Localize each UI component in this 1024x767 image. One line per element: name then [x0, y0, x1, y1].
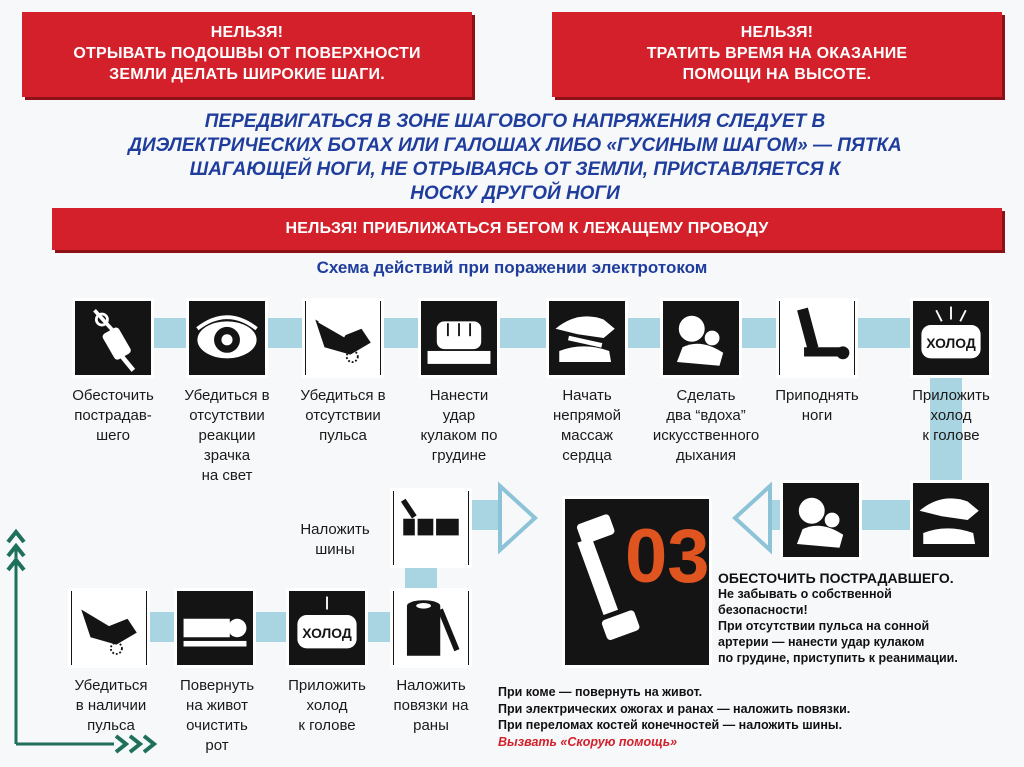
caption-line: зрачка [203, 447, 251, 464]
caption-line: массаж [560, 427, 614, 444]
plug-icon [72, 298, 154, 378]
instruction-line: НОСКУ ДРУГОЙ НОГИ [410, 183, 620, 204]
caption-line: повязки на [393, 697, 469, 714]
caption-line: пульса [319, 427, 367, 444]
caption-line: Нанести [429, 387, 489, 404]
banner-line: ОТРЫВАТЬ ПОДОШВЫ ОТ ПОВЕРХНОСТИ [73, 45, 421, 62]
note-line: При переломах костей конечностей — наложить шины. [498, 718, 843, 732]
call-ambulance: Вызвать «Скорую помощь» [498, 734, 678, 749]
step-caption [532, 386, 642, 466]
caption-line: рот [205, 737, 229, 754]
warning-banner-right [552, 12, 1002, 97]
heart-massage-icon [910, 480, 992, 560]
phone-icon [562, 496, 712, 668]
arrow-left-icon [730, 478, 775, 558]
flow-axis-icon [4, 528, 164, 758]
cold-label: ХОЛОД [302, 625, 352, 642]
cold-label: ХОЛОД [926, 335, 976, 352]
caption-line: сердца [562, 447, 612, 464]
breath-icon [780, 480, 862, 560]
step-caption [162, 676, 272, 756]
notes [498, 684, 948, 750]
cold-icon [286, 588, 368, 668]
caption-line: пострадав- [74, 407, 152, 424]
caption-line: отсутствии [189, 407, 265, 424]
caption-line: Убедиться в [300, 387, 386, 404]
note-line: При коме — повернуть на живот. [498, 685, 703, 699]
warning-line: безопасности! [718, 603, 808, 617]
caption-line: Приложить [288, 677, 366, 694]
caption-line: дыхания [676, 447, 736, 464]
caption-line: искусственного [652, 427, 760, 444]
caption-line: холод [930, 407, 972, 424]
caption-line: Обесточить [72, 387, 154, 404]
step-caption [58, 386, 168, 446]
caption-line: Начать [562, 387, 612, 404]
caption-line: на живот [186, 697, 248, 714]
step-caption [288, 386, 398, 446]
caption-line: Сделать [676, 387, 736, 404]
pulse-hand-icon [302, 298, 384, 378]
instruction-line: ДИЭЛЕКТРИЧЕСКИХ БОТАХ ИЛИ ГАЛОШАХ ЛИБО «ГУСИНЫМ ШАГОМ» — ПЯТКА [128, 135, 902, 156]
eye-icon [186, 298, 268, 378]
warning-line: При отсутствии пульса на сонной [718, 619, 930, 633]
instruction-text [80, 110, 950, 206]
banner-line: ЗЕМЛИ ДЕЛАТЬ ШИРОКИЕ ШАГИ. [109, 66, 385, 83]
phone-number: 03 [625, 514, 710, 599]
banner-line: НЕЛЬЗЯ! [740, 24, 814, 41]
banner-line: ПОМОЩИ НА ВЫСОТЕ. [682, 66, 872, 83]
caption-line: реакции [198, 427, 256, 444]
step-caption [896, 386, 1006, 446]
splint-icon [390, 488, 472, 568]
step-caption [376, 676, 486, 736]
step-caption [172, 386, 282, 486]
warning-banner-wire: НЕЛЬЗЯ! ПРИБЛИЖАТЬСЯ БЕГОМ К ЛЕЖАЩЕМУ ПРОВОДУ [52, 208, 1002, 250]
cold-icon [910, 298, 992, 378]
caption-line: шего [96, 427, 130, 444]
warning-banner-left [22, 12, 472, 97]
fist-icon [418, 298, 500, 378]
caption-line: холод [306, 697, 348, 714]
caption-line: Повернуть [179, 677, 255, 694]
warning-line: Не забывать о собственной [718, 587, 892, 601]
caption-line: к голове [298, 717, 356, 734]
caption-line: к голове [922, 427, 980, 444]
step-caption [404, 386, 514, 466]
caption-line: грудине [431, 447, 487, 464]
caption-line: непрямой [552, 407, 622, 424]
bandage-roll-icon [390, 588, 472, 668]
turn-body-icon [174, 588, 256, 668]
heart-massage-icon [546, 298, 628, 378]
step-caption [280, 520, 390, 560]
instruction-line: ПЕРЕДВИГАТЬСЯ В ЗОНЕ ШАГОВОГО НАПРЯЖЕНИЯ СЛЕДУЕТ В [204, 111, 826, 132]
warning-line: по грудине, приступить к реанимации. [718, 651, 958, 665]
instruction-line: ШАГАЮЩЕЙ НОГИ, НЕ ОТРЫВАЯСЬ ОТ ЗЕМЛИ, ПРИСТАВЛЯЕТСЯ К [189, 159, 841, 180]
note-line: При электрических ожогах и ранах — наложить повязки. [498, 701, 851, 716]
banner-line: НЕЛЬЗЯ! [210, 24, 284, 41]
caption-line: отсутствии [305, 407, 381, 424]
caption-line: Наложить [396, 677, 466, 694]
caption-line: два “вдоха” [666, 407, 746, 424]
caption-line: кулаком по [420, 427, 498, 444]
arrow-right-icon [495, 478, 540, 558]
step-caption [642, 386, 770, 466]
step-caption [272, 676, 382, 736]
caption-line: Убедиться в [184, 387, 270, 404]
caption-line: Убедиться [74, 677, 148, 694]
step-caption [762, 386, 872, 426]
caption-line: пульса [87, 717, 135, 734]
schema-title: Схема действий при поражении электротоком [316, 258, 708, 277]
warning-line: артерии — нанести удар кулаком [718, 635, 925, 649]
warning-title: ОБЕСТОЧИТЬ ПОСТРАДАВШЕГО. [718, 570, 954, 586]
caption-line: Наложить [300, 521, 370, 538]
caption-line: Приложить [912, 387, 990, 404]
banner-line: ТРАТИТЬ ВРЕМЯ НА ОКАЗАНИЕ [646, 45, 908, 62]
caption-line: раны [413, 717, 449, 734]
caption-line: на свет [201, 467, 253, 484]
caption-line: удар [442, 407, 476, 424]
raise-legs-icon [776, 298, 858, 378]
caption-line: Приподнять [775, 387, 859, 404]
warning-note [718, 570, 1018, 666]
caption-line: в наличии [75, 697, 147, 714]
caption-line: очистить [186, 717, 248, 734]
breath-icon [660, 298, 742, 378]
caption-line: шины [315, 541, 355, 558]
caption-line: ноги [801, 407, 833, 424]
